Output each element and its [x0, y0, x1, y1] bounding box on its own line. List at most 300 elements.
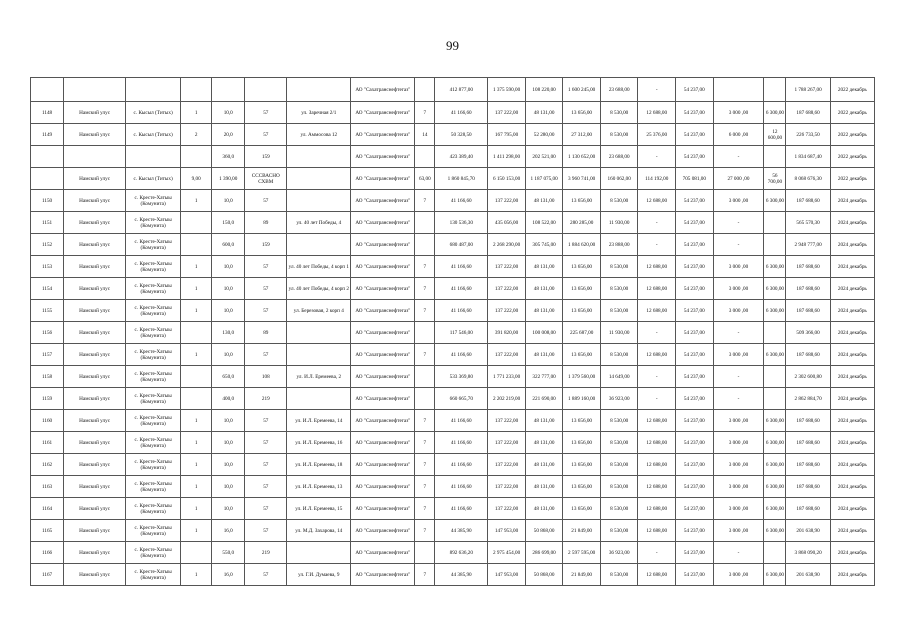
table-cell-d4: 13 656,00: [563, 344, 601, 366]
table-cell-d5: 8 530,00: [600, 190, 638, 212]
table-cell-total: 187 688,60: [786, 300, 830, 322]
table-cell-d5: 8 530,00: [600, 476, 638, 498]
table-cell-settlement: с. Кресте-Хатыы (Комунита): [126, 212, 181, 234]
table-cell-addr: ул. И.Л. Еремеева, 15: [287, 498, 351, 520]
table-cell-c9: 7: [415, 102, 435, 124]
table-cell-n: 1: [181, 278, 212, 300]
table-cell-org: АО "Сахатранснефтегаз": [351, 300, 415, 322]
table-cell-d7: 54 237,00: [676, 78, 714, 102]
table-cell-d1: 41 166,60: [435, 432, 488, 454]
table-row: [31, 78, 875, 102]
table-cell-addr: ул. Березовая, 2 корп 4: [287, 300, 351, 322]
table-cell-id: 1160: [31, 410, 64, 432]
table-cell-district: Намский улус: [64, 256, 126, 278]
table-cell-d6: -: [638, 542, 676, 564]
table-cell-dia: 10,0: [212, 498, 245, 520]
table-row: [31, 454, 875, 476]
table-cell-len: 57: [245, 102, 287, 124]
table-cell-settlement: с. Кресте-Хатыы (Комунита): [126, 410, 181, 432]
table-cell-n: 1: [181, 454, 212, 476]
table-cell-len: 108: [245, 366, 287, 388]
table-cell-d6: -: [638, 146, 676, 168]
table-cell-d7: 54 237,00: [676, 146, 714, 168]
table-cell-d3: 48 131,00: [525, 300, 563, 322]
table-cell-settlement: с. Кресте-Хатыы (Комунита): [126, 476, 181, 498]
table-cell-d7: 54 237,00: [676, 212, 714, 234]
table-cell-d4: 3 960 741,00: [563, 168, 601, 190]
table-cell-dia: 150,0: [212, 212, 245, 234]
table-cell-settlement: с. Кресте-Хатыы (Комунита): [126, 498, 181, 520]
table-cell-year: 2024 декабрь: [830, 498, 874, 520]
table-cell-d9: 12 600,00: [764, 124, 786, 146]
table-cell-d7: 54 237,00: [676, 498, 714, 520]
table-cell-total: 187 688,60: [786, 278, 830, 300]
table-cell-d9: [764, 542, 786, 564]
table-cell-d3: 305 745,00: [525, 234, 563, 256]
table-cell-d7: 705 081,00: [676, 168, 714, 190]
table-cell-d9: 6 300,00: [764, 564, 786, 586]
table-row: [31, 146, 875, 168]
table-cell-settlement: с. Кресте-Хатыы (Комунита): [126, 366, 181, 388]
table-cell-d4: 2 597 595,00: [563, 542, 601, 564]
table-cell-d5: 8 530,00: [600, 498, 638, 520]
table-cell-org: АО "Сахатранснефтегаз": [351, 102, 415, 124]
table-cell-total: 8 068 676,30: [786, 168, 830, 190]
table-cell-c9: 7: [415, 190, 435, 212]
table-cell-d2: 137 222,00: [488, 190, 526, 212]
table-cell-d4: 13 656,00: [563, 102, 601, 124]
table-cell-org: АО "Сахатранснефтегаз": [351, 278, 415, 300]
table-cell-n: [181, 366, 212, 388]
table-cell-n: [181, 322, 212, 344]
table-cell-settlement: с. Кресте-Хатыы (Комунита): [126, 190, 181, 212]
table-cell-settlement: с. Кысыл (Титых): [126, 102, 181, 124]
table-cell-year: 2024 декабрь: [830, 388, 874, 410]
table-cell-c9: [415, 322, 435, 344]
table-cell-org: АО "Сахатранснефтегаз": [351, 234, 415, 256]
table-cell-d8: 3 000 ,00: [713, 102, 764, 124]
table-cell-addr: ул. Аммосова 12: [287, 124, 351, 146]
table-cell-total: 2 948 777,00: [786, 234, 830, 256]
table-cell-d8: -: [713, 366, 764, 388]
table-cell-addr: ул. И.Л. Еремеева, 14: [287, 410, 351, 432]
table-cell-total: 187 688,60: [786, 454, 830, 476]
table-cell-d7: 54 237,00: [676, 300, 714, 322]
table-cell-d8: -: [713, 146, 764, 168]
table-row: [31, 212, 875, 234]
table-cell-addr: [287, 322, 351, 344]
table-cell-dia: 650,0: [212, 366, 245, 388]
table-cell-total: 187 688,60: [786, 432, 830, 454]
table-cell-d2: 137 222,00: [488, 432, 526, 454]
table-cell-n: [181, 234, 212, 256]
table-cell-total: 201 638,90: [786, 520, 830, 542]
table-cell-d3: 108 522,00: [525, 212, 563, 234]
table-cell-settlement: с. Кресте-Хатыы (Комунита): [126, 322, 181, 344]
table-cell-d6: 12 688,00: [638, 520, 676, 542]
table-cell-year: 2024 декабрь: [830, 212, 874, 234]
table-cell-year: 2022 декабрь: [830, 146, 874, 168]
table-cell-d3: 52 280,00: [525, 124, 563, 146]
table-cell-district: Намский улус: [64, 300, 126, 322]
table-cell-d8: 3 000 ,00: [713, 410, 764, 432]
table-cell-district: Намский улус: [64, 564, 126, 586]
table-cell-settlement: с. Кресте-Хатыы (Комунита): [126, 520, 181, 542]
table-cell-d4: 1 600 245,00: [563, 78, 601, 102]
table-cell-year: 2022 декабрь: [830, 168, 874, 190]
table-cell-len: 57: [245, 564, 287, 586]
table-cell-dia: 550,0: [212, 542, 245, 564]
table-cell-n: 1: [181, 410, 212, 432]
table-row: [31, 498, 875, 520]
table-cell-len: 159: [245, 146, 287, 168]
table-row: [31, 476, 875, 498]
table-cell-d7: 54 237,00: [676, 388, 714, 410]
table-cell-dia: 10,0: [212, 278, 245, 300]
table-cell-d3: 48 131,00: [525, 476, 563, 498]
table-cell-d6: -: [638, 78, 676, 102]
table-cell-d5: 8 530,00: [600, 278, 638, 300]
table-cell-d6: 12 688,00: [638, 454, 676, 476]
table-cell-org: АО "Сахатранснефтегаз": [351, 124, 415, 146]
table-cell-d8: 3 000 ,00: [713, 256, 764, 278]
table-cell-d6: 12 688,00: [638, 476, 676, 498]
table-cell-c9: [415, 542, 435, 564]
table-cell-org: АО "Сахатранснефтегаз": [351, 190, 415, 212]
table-cell-year: 2024 декабрь: [830, 322, 874, 344]
table-row: [31, 432, 875, 454]
table-cell-org: АО "Сахатранснефтегаз": [351, 520, 415, 542]
table-cell-d1: 44 385,90: [435, 520, 488, 542]
table-cell-d7: 54 237,00: [676, 520, 714, 542]
table-cell-d2: 137 222,00: [488, 102, 526, 124]
table-cell-addr: [287, 78, 351, 102]
table-cell-d4: 27 312,00: [563, 124, 601, 146]
table-cell-year: 2024 декабрь: [830, 190, 874, 212]
table-cell-d9: 6 300,00: [764, 256, 786, 278]
table-cell-n: [181, 388, 212, 410]
table-cell-d9: 6 300,00: [764, 344, 786, 366]
table-cell-d8: 3 000 ,00: [713, 520, 764, 542]
table-cell-d1: 41 166,60: [435, 102, 488, 124]
table-cell-d2: 1 771 233,00: [488, 366, 526, 388]
table-cell-d8: -: [713, 234, 764, 256]
table-cell-settlement: с. Кысыл (Титых): [126, 124, 181, 146]
table-cell-settlement: с. Кресте-Хатыы (Комунита): [126, 564, 181, 586]
table-cell-district: [64, 146, 126, 168]
table-cell-d6: 12 688,00: [638, 432, 676, 454]
table-cell-c9: [415, 78, 435, 102]
table-cell-len: 57: [245, 410, 287, 432]
table-cell-total: 565 570,30: [786, 212, 830, 234]
table-cell-d6: -: [638, 366, 676, 388]
table-cell-org: АО "Сахатранснефтегаз": [351, 322, 415, 344]
table-cell-org: АО "Сахатранснефтегаз": [351, 212, 415, 234]
table-cell-n: 1: [181, 520, 212, 542]
table-cell-d1: 41 166,60: [435, 300, 488, 322]
table-cell-settlement: с. Кресте-Хатыы (Комунита): [126, 278, 181, 300]
table-cell-district: Намский улус: [64, 432, 126, 454]
table-cell-addr: ул. Г.И. Думаева, 9: [287, 564, 351, 586]
table-cell-d4: 13 656,00: [563, 432, 601, 454]
table-cell-org: АО "Сахатранснефтегаз": [351, 564, 415, 586]
table-cell-len: 89: [245, 322, 287, 344]
table-cell-d4: 21 849,00: [563, 520, 601, 542]
table-cell-c9: [415, 366, 435, 388]
table-cell-len: 57: [245, 476, 287, 498]
table-cell-d7: 54 237,00: [676, 102, 714, 124]
table-body: [31, 78, 875, 586]
table-cell-d6: 12 688,00: [638, 102, 676, 124]
table-cell-d2: 137 222,00: [488, 410, 526, 432]
table-cell-year: 2024 декабрь: [830, 410, 874, 432]
table-cell-d5: 14 649,00: [600, 366, 638, 388]
table-cell-id: 1158: [31, 366, 64, 388]
table-cell-addr: ул. Заречная 2/1: [287, 102, 351, 124]
table-cell-id: 1167: [31, 564, 64, 586]
table-cell-district: Намский улус: [64, 366, 126, 388]
table-cell-n: 1: [181, 564, 212, 586]
table-cell-d9: [764, 234, 786, 256]
table-cell-d7: 54 237,00: [676, 366, 714, 388]
table-cell-d5: 36 923,00: [600, 388, 638, 410]
table-cell-dia: 10,0: [212, 454, 245, 476]
table-cell-id: 1165: [31, 520, 64, 542]
table-cell-district: Намский улус: [64, 124, 126, 146]
table-cell-d4: 13 656,00: [563, 476, 601, 498]
table-cell-d1: 41 166,60: [435, 190, 488, 212]
table-cell-addr: ул. 40 лет Победы, 4 корп 2: [287, 278, 351, 300]
table-cell-d9: 6 300,00: [764, 410, 786, 432]
table-cell-d8: -: [713, 212, 764, 234]
table-cell-addr: [287, 542, 351, 564]
table-cell-len: 57: [245, 278, 287, 300]
table-cell-n: 1: [181, 300, 212, 322]
table-cell-len: 219: [245, 388, 287, 410]
table-cell-addr: [287, 344, 351, 366]
table-cell-year: 2024 декабрь: [830, 476, 874, 498]
table-cell-d6: 12 688,00: [638, 344, 676, 366]
table-cell-d2: 137 222,00: [488, 344, 526, 366]
table-cell-len: 57: [245, 520, 287, 542]
table-cell-d3: 322 777,00: [525, 366, 563, 388]
table-cell-d8: 3 000 ,00: [713, 344, 764, 366]
table-row: [31, 124, 875, 146]
table-cell-c9: 7: [415, 476, 435, 498]
table-cell-total: 226 733,50: [786, 124, 830, 146]
table-cell-dia: 10,0: [212, 410, 245, 432]
table-cell-district: Намский улус: [64, 322, 126, 344]
table-cell-dia: 400,0: [212, 388, 245, 410]
table-cell-d8: -: [713, 388, 764, 410]
table-cell-settlement: с. Кресте-Хатыы (Комунита): [126, 454, 181, 476]
table-cell-d3: 48 131,00: [525, 190, 563, 212]
table-cell-d2: 2 975 454,00: [488, 542, 526, 564]
table-cell-dia: 600,0: [212, 234, 245, 256]
table-cell-d8: 3 000 ,00: [713, 300, 764, 322]
table-cell-d1: 41 166,60: [435, 476, 488, 498]
table-cell-d7: 54 237,00: [676, 124, 714, 146]
table-cell-d5: 11 930,00: [600, 212, 638, 234]
table-cell-settlement: с. Кресте-Хатыы (Комунита): [126, 234, 181, 256]
table-cell-d7: 54 237,00: [676, 542, 714, 564]
table-cell-total: 509 366,00: [786, 322, 830, 344]
table-cell-year: 2024 декабрь: [830, 564, 874, 586]
table-cell-d1: 680 487,00: [435, 234, 488, 256]
table-cell-d1: 41 166,60: [435, 256, 488, 278]
table-row: [31, 190, 875, 212]
table-cell-id: 1163: [31, 476, 64, 498]
table-cell-d5: 8 530,00: [600, 124, 638, 146]
table-cell-d7: 54 237,00: [676, 564, 714, 586]
table-cell-d3: 48 131,00: [525, 432, 563, 454]
table-cell-d5: 11 930,00: [600, 322, 638, 344]
data-table: [30, 77, 875, 586]
table-cell-addr: ул. 40 лет Победы, 4: [287, 212, 351, 234]
table-cell-d8: -: [713, 542, 764, 564]
table-cell-d6: 12 688,00: [638, 564, 676, 586]
table-cell-org: АО "Сахатранснефтегаз": [351, 168, 415, 190]
table-cell-d3: 286 699,00: [525, 542, 563, 564]
table-cell-d6: 12 688,00: [638, 498, 676, 520]
table-cell-d1: 41 166,60: [435, 498, 488, 520]
table-cell-d5: 23 888,00: [600, 234, 638, 256]
table-cell-d5: 8 530,00: [600, 344, 638, 366]
table-cell-dia: 10,0: [212, 190, 245, 212]
table-cell-addr: ул. И.Л. Еремеева, 16: [287, 432, 351, 454]
table-cell-c9: 7: [415, 432, 435, 454]
table-cell-district: [64, 78, 126, 102]
table-cell-d6: -: [638, 388, 676, 410]
table-cell-org: АО "Сахатранснефтегаз": [351, 498, 415, 520]
table-cell-n: [181, 78, 212, 102]
table-cell-n: 1: [181, 476, 212, 498]
table-cell-c9: 7: [415, 454, 435, 476]
table-cell-addr: ул. И.Л. Еремеева, 2: [287, 366, 351, 388]
table-cell-d5: 8 530,00: [600, 102, 638, 124]
table-cell-year: 2024 декабрь: [830, 432, 874, 454]
table-cell-d2: 137 222,00: [488, 278, 526, 300]
table-cell-n: 1: [181, 102, 212, 124]
table-cell-d3: 48 131,00: [525, 454, 563, 476]
table-cell-district: Намский улус: [64, 454, 126, 476]
table-cell-addr: ул. М.Д. Захарова, 14: [287, 520, 351, 542]
table-cell-d9: [764, 388, 786, 410]
table-cell-len: 159: [245, 234, 287, 256]
table-cell-year: 2024 декабрь: [830, 542, 874, 564]
table-cell-settlement: с. Кресте-Хатыы (Комунита): [126, 344, 181, 366]
table-cell-d3: 202 521,00: [525, 146, 563, 168]
table-row: [31, 300, 875, 322]
table-cell-district: Намский улус: [64, 190, 126, 212]
table-cell-d2: 1 375 590,00: [488, 78, 526, 102]
table-cell-d2: 137 222,00: [488, 476, 526, 498]
table-cell-len: [245, 78, 287, 102]
table-cell-year: 2024 декабрь: [830, 278, 874, 300]
table-cell-d7: 54 237,00: [676, 234, 714, 256]
table-cell-d9: 6 300,00: [764, 476, 786, 498]
table-cell-org: АО "Сахатранснефтегаз": [351, 410, 415, 432]
table-cell-settlement: с. Кресте-Хатыы (Комунита): [126, 300, 181, 322]
table-cell-len: 57: [245, 432, 287, 454]
table-cell-d7: 54 237,00: [676, 432, 714, 454]
table-cell-d1: 533 369,80: [435, 366, 488, 388]
table-cell-d1: 50 328,50: [435, 124, 488, 146]
table-cell-n: 9,00: [181, 168, 212, 190]
table-cell-d4: 1 889 160,00: [563, 388, 601, 410]
table-cell-d3: 48 131,00: [525, 410, 563, 432]
table-cell-year: 2024 декабрь: [830, 520, 874, 542]
table-cell-id: 1149: [31, 124, 64, 146]
table-cell-id: 1154: [31, 278, 64, 300]
table-row: [31, 168, 875, 190]
table-cell-d3: 221 690,00: [525, 388, 563, 410]
table-cell-d3: 48 131,00: [525, 102, 563, 124]
table-cell-id: 1164: [31, 498, 64, 520]
table-cell-d3: 48 131,00: [525, 344, 563, 366]
table-cell-len: 57: [245, 300, 287, 322]
table-cell-d4: 13 656,00: [563, 454, 601, 476]
table-cell-d1: 44 385,90: [435, 564, 488, 586]
table-cell-d9: [764, 366, 786, 388]
table-cell-year: 2024 декабрь: [830, 300, 874, 322]
table-cell-dia: 10,0: [212, 476, 245, 498]
table-cell-len: 57: [245, 498, 287, 520]
table-cell-dia: 10,0: [212, 344, 245, 366]
table-cell-district: Намский улус: [64, 278, 126, 300]
table-cell-total: 187 688,60: [786, 190, 830, 212]
table-cell-d3: 108 220,00: [525, 78, 563, 102]
table-cell-year: 2024 декабрь: [830, 234, 874, 256]
table-cell-n: 2: [181, 124, 212, 146]
table-cell-dia: 10,0: [212, 432, 245, 454]
table-cell-d4: 13 656,00: [563, 410, 601, 432]
table-cell-settlement: с. Кресте-Хатыы (Комунита): [126, 542, 181, 564]
table-cell-d8: 27 000 ,00: [713, 168, 764, 190]
table-cell-total: 2 862 884,70: [786, 388, 830, 410]
table-cell-d8: 3 000 ,00: [713, 564, 764, 586]
table-cell-year: 2024 декабрь: [830, 344, 874, 366]
table-cell-d9: 6 300,00: [764, 278, 786, 300]
table-cell-d5: 23 688,00: [600, 78, 638, 102]
table-cell-d6: 114 192,00: [638, 168, 676, 190]
table-cell-d3: 48 131,00: [525, 256, 563, 278]
table-cell-d2: 137 222,00: [488, 256, 526, 278]
table-cell-d6: -: [638, 234, 676, 256]
table-cell-d8: 3 000 ,00: [713, 454, 764, 476]
table-cell-d2: 2 268 290,00: [488, 234, 526, 256]
table-cell-d7: 54 237,00: [676, 190, 714, 212]
table-cell-d8: -: [713, 322, 764, 344]
table-cell-c9: [415, 146, 435, 168]
table-row: [31, 102, 875, 124]
table-cell-n: [181, 542, 212, 564]
table-cell-len: 219: [245, 542, 287, 564]
table-cell-settlement: с. Кресте-Хатыы (Комунита): [126, 256, 181, 278]
table-cell-total: 187 688,60: [786, 410, 830, 432]
table-cell-district: Намский улус: [64, 344, 126, 366]
table-cell-id: 1152: [31, 234, 64, 256]
table-cell-year: 2024 декабрь: [830, 366, 874, 388]
table-cell-d2: 6 150 153,00: [488, 168, 526, 190]
table-cell-total: 201 638,90: [786, 564, 830, 586]
table-cell-id: 1155: [31, 300, 64, 322]
table-cell-total: 1 834 687,40: [786, 146, 830, 168]
table-cell-d2: 137 222,00: [488, 498, 526, 520]
table-cell-d6: 12 688,00: [638, 256, 676, 278]
table-cell-d3: 1 187 075,00: [525, 168, 563, 190]
table-cell-addr: ул. И.Л. Еремеева, 18: [287, 454, 351, 476]
